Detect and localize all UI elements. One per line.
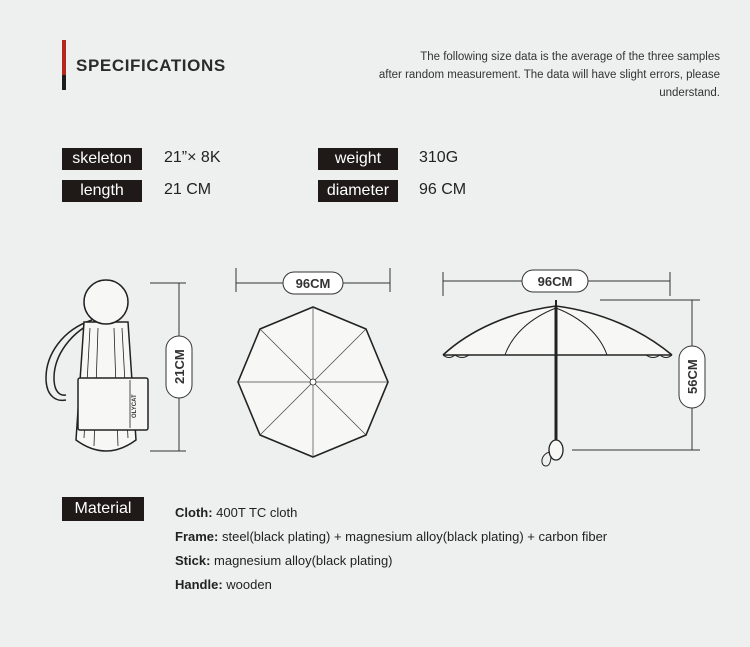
spec-label-skeleton: skeleton bbox=[62, 148, 142, 170]
top-view-illustration bbox=[238, 307, 388, 457]
spec-value-diameter: 96 CM bbox=[419, 181, 467, 198]
spec-label-length: length bbox=[62, 180, 142, 202]
side-height-label: 56CM bbox=[685, 359, 700, 394]
material-label: Material bbox=[62, 497, 144, 521]
folded-length-label: 21CM bbox=[172, 349, 187, 384]
spec-value-length: 21 CM bbox=[164, 181, 212, 198]
measurement-note-line2: after random measurement. The data will have slight errors, please understand. bbox=[378, 69, 720, 99]
material-key: Frame: bbox=[175, 529, 219, 544]
material-key: Cloth: bbox=[175, 505, 213, 520]
spec-value-weight: 310G bbox=[419, 149, 459, 166]
side-diameter-label: 96CM bbox=[537, 274, 573, 289]
material-value: magnesium alloy(black plating) bbox=[214, 553, 393, 568]
spec-label-diameter: diameter bbox=[318, 180, 398, 202]
measurement-note-line1: The following size data is the average of the three samples bbox=[420, 51, 720, 63]
material-key: Handle: bbox=[175, 577, 223, 592]
spec-label-weight: weight bbox=[318, 148, 398, 170]
material-row-frame bbox=[175, 525, 607, 549]
material-row-stick bbox=[175, 549, 607, 573]
page-title: SPECIFICATIONS bbox=[76, 56, 226, 75]
material-row-cloth bbox=[175, 501, 607, 525]
material-list bbox=[175, 501, 607, 597]
brand-label: OLYCAT bbox=[132, 394, 138, 418]
material-value: 400T TC cloth bbox=[216, 505, 298, 520]
material-value: wooden bbox=[226, 577, 272, 592]
material-row-handle bbox=[175, 573, 607, 597]
spec-value-skeleton: 21”× 8K bbox=[164, 149, 221, 166]
side-view-illustration bbox=[443, 300, 672, 466]
material-value: steel(black plating) + magnesium alloy(black plating) + carbon fiber bbox=[221, 529, 608, 544]
top-diameter-label: 96CM bbox=[295, 276, 331, 291]
folded-umbrella-illustration bbox=[46, 280, 148, 451]
material-key: Stick: bbox=[175, 553, 211, 568]
